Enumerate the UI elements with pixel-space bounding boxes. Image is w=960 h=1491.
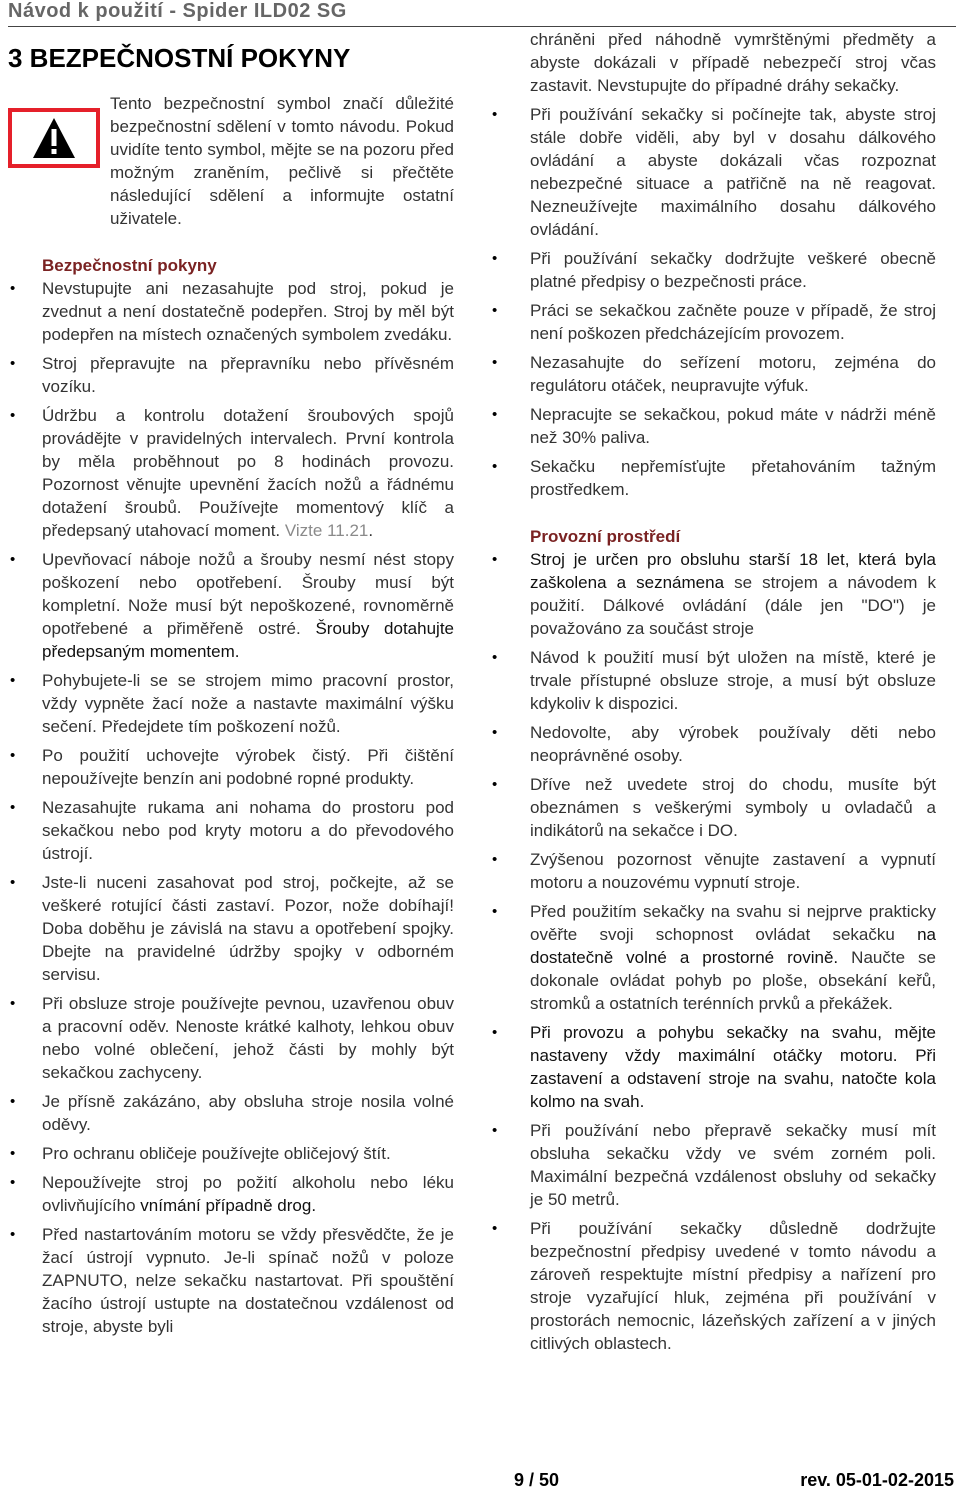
- emphasized-text: Při provozu a pohybu sekačky na svahu, mějte nastaveny vždy maximální otáčky motoru. Při zastavení a odstavení stroje na svahu, natočte kola kolmo na svah.: [530, 1023, 936, 1111]
- item-text: Před nastartováním motoru se vždy přesvědčte, že je žací ústrojí vypnuto. Je-li spínač nožů v poloze ZAPNUTO, nelze sekačku nastartovat. Při spouštění žacího ústrojí ustupte na dostatečnou vzdálenost od stroje, abyste byli: [42, 1225, 454, 1336]
- list-item: [490, 1021, 936, 1113]
- list-item: [8, 744, 454, 790]
- list-item: [8, 1223, 454, 1338]
- item-text: Jste-li nuceni zasahovat pod stroj, počkejte, až se veškeré rotující části zastaví. Pozor, nože dobíhají! Doba doběhu je závislá na stavu a opotřebení spojky. Dbejte na pravidelné údržby spojky v odborném servisu.: [42, 873, 454, 984]
- item-text: Nezasahujte rukama ani nohama do prostoru pod sekačkou nebo pod kryty motoru a do převodového ústrojí.: [42, 798, 454, 863]
- emphasized-text: na dostatečně volné a prostorné rovině.: [530, 925, 936, 967]
- intro-block: [8, 92, 454, 228]
- item-text: Dříve než uvedete stroj do chodu, musíte být obeznámen s veškerými symboly u ovladačů a indikátorů na sekačce i DO.: [530, 775, 936, 840]
- list-item: [8, 669, 454, 738]
- item-text: Nezasahujte do seřízení motoru, zejména do regulátoru otáček, neupravujte výfuk.: [530, 353, 936, 395]
- warning-triangle-icon: [8, 108, 100, 168]
- list-item: [490, 103, 936, 241]
- list-item: [8, 992, 454, 1084]
- list-item: [490, 299, 936, 345]
- list-item: [490, 1119, 936, 1211]
- list-item: [8, 352, 454, 398]
- item-text: Při používání sekačky si počínejte tak, abyste stroj stále dobře viděli, aby byl v dosahu dálkového ovládání a abyste dokázali včas rozpoznat nebezpečné situace a patřičně na ně reagovat. Nezneužívejte maximálního dosahu dálkového ovládání.: [530, 105, 936, 239]
- emphasized-text: Stroj je určen pro obsluhu starší 18 let, která byla zaškolena a seznámena: [530, 550, 936, 592]
- item-text: Nedovolte, aby výrobek používaly děti nebo neoprávněné osoby.: [530, 723, 936, 765]
- item-text: Nepracujte se sekačkou, pokud máte v nádrži méně než 30% paliva.: [530, 405, 936, 447]
- item-text: Před použitím sekačky na svahu si nejprve prakticky ověřte svoji schopnost ovládat sekačku: [530, 902, 936, 944]
- item-text: Při obsluze stroje používejte pevnou, uzavřenou obuv a pracovní oděv. Nenoste krátké kalhoty, lehkou obuv nebo volné oblečení, jehož části by mohly být sekačkou zachyceny.: [42, 994, 454, 1082]
- item-text: Při používání nebo přepravě sekačky musí mít obsluha sekačku vždy ve svém zorném poli. Maximální bezpečná vzdálenost obsluhy od sekačky je 50 metrů.: [530, 1121, 936, 1209]
- revision-label: rev. 05-01-02-2015: [800, 1470, 954, 1490]
- item-text: Návod k použití musí být uložen na místě, které je trvale přístupné obsluze stroje, a musí být obsluze kdykoliv k dispozici.: [530, 648, 936, 713]
- item-text: Je přísně zakázáno, aby obsluha stroje nosila volné oděvy.: [42, 1092, 454, 1134]
- item-text: Upevňovací náboje nožů a šrouby nesmí nést stopy poškození nebo opotřebení. Šrouby musí být kompletní. Nože musí být nepoškozené, rovnoměrně opotřebené a přiměřeně ostré.: [42, 550, 454, 638]
- item-text: Po použití uchovejte výrobek čistý. Při čištění nepoužívejte benzín ani podobné ropné produkty.: [42, 746, 454, 788]
- item-text: Údržbu a kontrolu dotažení šroubových spojů provádějte v pravidelných intervalech.: [42, 406, 454, 448]
- list-item: [8, 1171, 454, 1217]
- section-title-environment: Provozní prostředí: [530, 527, 681, 546]
- item-text: Práci se sekačkou začněte pouze v případě, že stroj není poškozen předcházejícím provozem.: [530, 301, 936, 343]
- list-item: [490, 1217, 936, 1355]
- item-text: Pohybujete-li se se strojem mimo pracovní prostor, vždy vypněte žací nože a nastavte maximální výšku sečení. Předejdete tím poškození nožů.: [42, 671, 454, 736]
- environment-list: [490, 548, 936, 1355]
- list-item: [8, 548, 454, 663]
- list-item: [490, 900, 936, 1015]
- list-item: [490, 455, 936, 501]
- item-text: Nepoužívejte stroj po požití alkoholu nebo léku ovlivňujícího: [42, 1173, 454, 1215]
- item-text: Pro ochranu obličeje používejte obličejový štít.: [42, 1144, 391, 1163]
- emphasized-text: vnímání případně drog.: [140, 1196, 317, 1215]
- document-header: Návod k použití - Spider ILD02 SG: [8, 0, 347, 22]
- list-item: [8, 796, 454, 865]
- list-item: [490, 403, 936, 449]
- item-text: Naučte se dokonale ovládat pohyb po ploše, obsekání keřů, stromků a ostatních terénních prvků a překážek.: [530, 948, 936, 1013]
- item-text: .: [368, 521, 374, 540]
- item-text: Nevstupujte ani nezasahujte pod stroj, pokud je zvednut a není dostatečně podepřen.: [42, 279, 454, 321]
- intro-paragraph: Tento bezpečnostní symbol značí důležité bezpečnostní sdělení v tomto návodu. Pokud uvidíte tento symbol, mějte se na pozoru před možným zraněním, pečlivě si přečtěte následující sdělení a informujte ostatní uživatele.: [110, 94, 454, 228]
- list-item: [8, 1142, 454, 1165]
- safety-list-continued: [490, 103, 936, 501]
- list-item: [8, 1090, 454, 1136]
- cross-reference-link[interactable]: Vizte 11.21: [284, 521, 369, 540]
- item-text: Při používání sekačky důsledně dodržujte bezpečnostní předpisy uvedené v tomto návodu a zároveň respektujte místní předpisy a nařízení pro stroje vyzařující hluk, zejména při používání v prostorách nemocnic, lázeňských zařízení a v jiných citlivých oblastech.: [530, 1219, 936, 1353]
- list-item: [8, 277, 454, 346]
- continuation-paragraph: chráněni před náhodně vymrštěnými předměty a abyste dokázali v případě nebezpečí stroj včas zastavit. Nevstupujte do případné dráhy sekačky.: [530, 30, 936, 95]
- right-column: [490, 28, 936, 1361]
- item-text: Zvýšenou pozornost věnujte zastavení a vypnutí motoru a nouzovému vypnutí stroje.: [530, 850, 936, 892]
- list-item: [8, 404, 454, 542]
- list-item: [8, 871, 454, 986]
- item-text: První kontrola by měla proběhnout po 8 hodinách provozu. Pozornost věnujte upevnění žacích nožů a řádnému dotažení šroubů. Používejte momentový klíč a předepsaný utahovací moment.: [42, 429, 454, 540]
- item-text: Stroj by měl být podepřen na místech označených symbolem zvedáku.: [42, 302, 454, 344]
- list-item: [490, 848, 936, 894]
- item-text: se strojem a návodem k použití. Dálkové ovládání (dále jen "DO") je považováno za součást stroje: [530, 573, 936, 638]
- item-text: Sekačku nepřemísťujte přetahováním tažným prostředkem.: [530, 457, 936, 499]
- item-text: Při používání sekačky dodržujte veškeré obecně platné předpisy o bezpečnosti práce.: [530, 249, 936, 291]
- list-item: [490, 773, 936, 842]
- emphasized-text: Šrouby dotahujte předepsaným momentem.: [42, 619, 454, 661]
- header-divider: [8, 26, 956, 27]
- chapter-title: 3 BEZPEČNOSTNÍ POKYNY: [8, 43, 351, 73]
- list-item: [490, 351, 936, 397]
- list-item: [490, 646, 936, 715]
- section-title-safety: Bezpečnostní pokyny: [42, 256, 217, 275]
- page-number: 9 / 50: [514, 1470, 560, 1490]
- left-column: [8, 92, 454, 1344]
- list-item: [490, 247, 936, 293]
- list-item: [490, 721, 936, 767]
- list-item: [490, 548, 936, 640]
- item-text: Stroj přepravujte na přepravníku nebo přívěsném vozíku.: [42, 354, 454, 396]
- safety-list: [8, 277, 454, 1338]
